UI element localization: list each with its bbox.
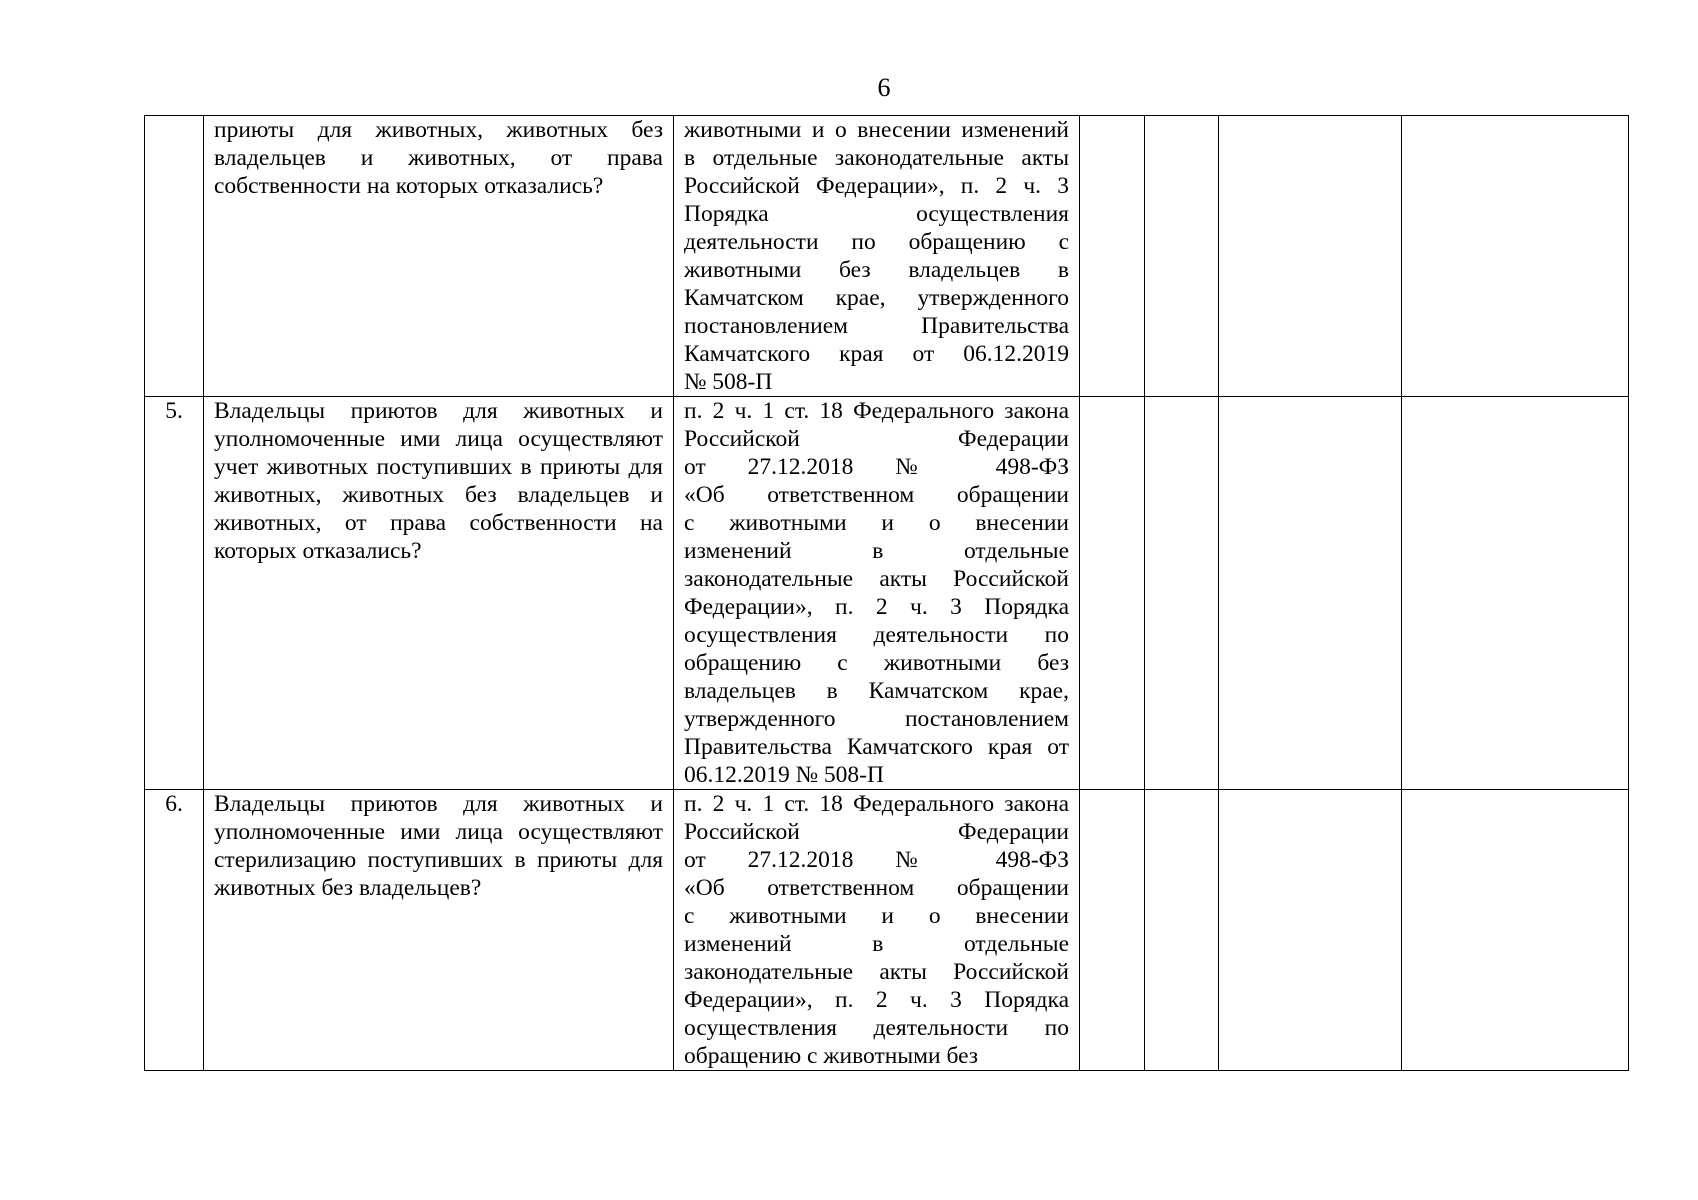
requirement-question: Владельцы приютов для животных и уполномоченные ими лица осуществляют учет животных поступивших в приюты для животных, животных без владельцев и животных, от права собственности на которых отказались? [204, 397, 674, 790]
table-row [145, 397, 1629, 790]
reference-line: постановлением Правительства [684, 313, 1069, 339]
answer-yes-cell[interactable] [1080, 116, 1145, 397]
reference-line: изменений в отдельные [684, 931, 1069, 957]
answer-no-cell[interactable] [1145, 790, 1219, 1071]
reference-line: обращению с животными без [684, 1043, 979, 1069]
legal-reference [674, 790, 1080, 1071]
answer-yes-cell[interactable] [1080, 790, 1145, 1071]
reference-line: Порядка осуществления [684, 201, 1069, 227]
reference-line: «Об ответственном обращении [684, 875, 1069, 901]
row-number [145, 116, 204, 397]
requirement-question: Владельцы приютов для животных и уполномоченные ими лица осуществляют стерилизацию поступивших в приюты для животных без владельцев? [204, 790, 674, 1071]
table-row [145, 790, 1629, 1071]
reference-line: № 508-П [684, 369, 773, 395]
reference-line: деятельности по обращению с [684, 229, 1069, 255]
note-cell[interactable] [1402, 790, 1629, 1071]
answer-no-cell[interactable] [1145, 116, 1219, 397]
answer-no-cell[interactable] [1145, 397, 1219, 790]
reference-line: в отдельные законодательные акты [684, 145, 1069, 171]
legal-reference [674, 397, 1080, 790]
reference-line: Российской Федерации [684, 426, 1069, 452]
not-applicable-cell[interactable] [1219, 397, 1402, 790]
reference-line: животными без владельцев в [684, 257, 1069, 283]
reference-line: законодательные акты Российской [684, 959, 1069, 985]
reference-line: от 27.12.2018 № 498-ФЗ [684, 847, 1069, 873]
reference-line: владельцев в Камчатском крае, [684, 678, 1069, 704]
reference-line: с животными и о внесении [684, 903, 1069, 929]
reference-line: изменений в отдельные [684, 538, 1069, 564]
reference-line: животными и о внесении изменений [684, 117, 1069, 143]
reference-line: законодательные акты Российской [684, 566, 1069, 592]
not-applicable-cell[interactable] [1219, 790, 1402, 1071]
reference-line: п. 2 ч. 1 ст. 18 Федерального закона [684, 398, 1069, 424]
reference-line: обращению с животными без [684, 650, 1069, 676]
reference-line: 06.12.2019 № 508-П [684, 762, 884, 788]
reference-line: Правительства Камчатского края от [684, 734, 1069, 760]
reference-line: осуществления деятельности по [684, 1015, 1069, 1041]
row-number: 5. [145, 397, 204, 790]
answer-yes-cell[interactable] [1080, 397, 1145, 790]
legal-reference [674, 116, 1080, 397]
reference-line: п. 2 ч. 1 ст. 18 Федерального закона [684, 791, 1069, 817]
reference-line: Камчатского края от 06.12.2019 [684, 341, 1069, 367]
reference-line: от 27.12.2018 № 498-ФЗ [684, 454, 1069, 480]
row-number: 6. [145, 790, 204, 1071]
reference-line: Российской Федерации», п. 2 ч. 3 [684, 173, 1069, 199]
page-number: 6 [877, 73, 891, 102]
reference-line: с животными и о внесении [684, 510, 1069, 536]
reference-line: Федерации», п. 2 ч. 3 Порядка [684, 987, 1069, 1013]
note-cell[interactable] [1402, 397, 1629, 790]
reference-line: Российской Федерации [684, 819, 1069, 845]
reference-line: осуществления деятельности по [684, 622, 1069, 648]
checklist-table [144, 115, 1629, 1071]
table-row [145, 116, 1629, 397]
note-cell[interactable] [1402, 116, 1629, 397]
reference-line: «Об ответственном обращении [684, 482, 1069, 508]
requirement-question: приюты для животных, животных без владельцев и животных, от права собственности на которых отказались? [204, 116, 674, 397]
reference-line: утвержденного постановлением [684, 706, 1069, 732]
not-applicable-cell[interactable] [1219, 116, 1402, 397]
reference-line: Федерации», п. 2 ч. 3 Порядка [684, 594, 1069, 620]
reference-line: Камчатском крае, утвержденного [684, 285, 1069, 311]
